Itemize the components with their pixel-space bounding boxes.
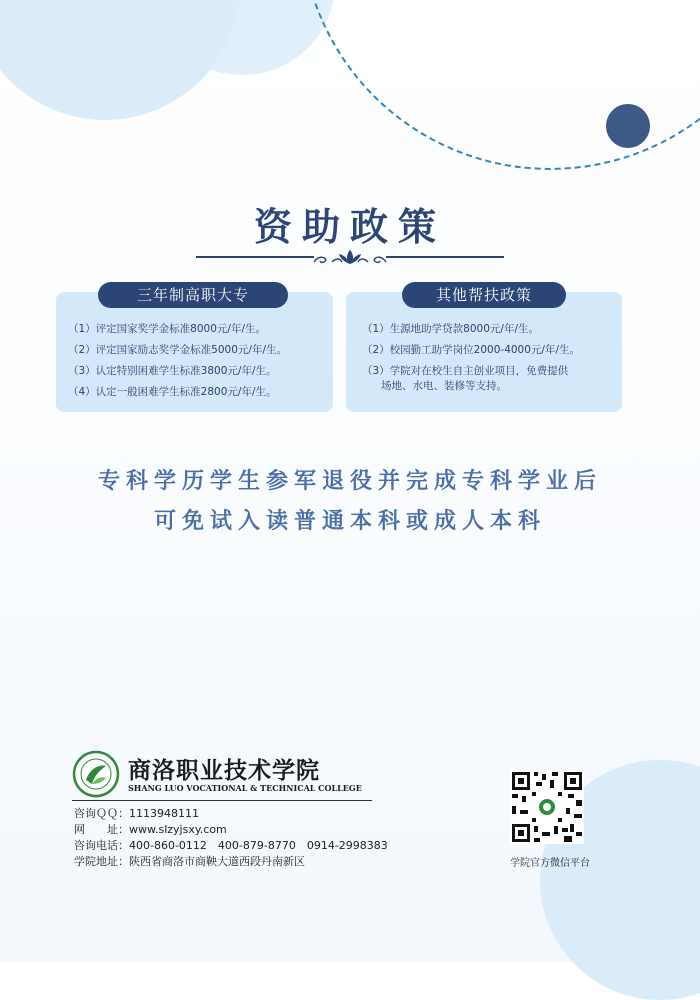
title-rule-left [196, 256, 314, 258]
list-item-continuation: 场地、水电、装修等支持。 [381, 380, 507, 392]
contact-website[interactable]: 网 址：www.slzyjsxy.com [74, 823, 227, 836]
wechat-qr-code-icon[interactable] [510, 770, 584, 844]
qr-caption: 学院官方微信平台 [510, 858, 590, 869]
list-item: （4）认定一般困难学生标准2800元/年/生。 [68, 386, 277, 398]
contact-phone: 咨询电话：400-860-0112 400-879-8770 0914-2998383 [74, 839, 388, 852]
decor-navy-dot [606, 104, 650, 148]
contact-divider [72, 800, 372, 801]
list-item-text: （2）校园勤工助学岗位2000-4000元/年/生。 [362, 344, 580, 356]
slogan-line-1: 专科学历学生参军退役并完成专科学业后 [97, 468, 602, 494]
list-item: （3）认定特别困难学生标准3800元/年/生。 [68, 365, 277, 377]
slogan-line-2: 可免试入读普通本科或成人本科 [153, 508, 546, 534]
contact-qq: 咨询ＱＱ：1113948111 [74, 807, 199, 820]
list-item-text: （1）生源地助学贷款8000元/年/生。 [362, 323, 539, 335]
panel-heading-left: 三年制高职大专 [98, 282, 288, 308]
contact-address: 学院地址：陕西省商洛市商鞅大道西段丹南新区 [74, 855, 305, 868]
title-rule-right [386, 256, 504, 258]
list-item [362, 322, 618, 337]
list-item [362, 343, 618, 358]
panel-heading-right: 其他帮扶政策 [402, 282, 566, 308]
college-name-cn: 商洛职业技术学院 [128, 758, 320, 784]
list-item: （2）评定国家励志奖学金标准5000元/年/生。 [68, 344, 287, 356]
list-item [362, 364, 618, 394]
list-item: （1）评定国家奖学金标准8000元/年/生。 [68, 323, 266, 335]
policy-list-right [362, 322, 618, 400]
lotus-ornament-icon [312, 248, 388, 268]
college-name-en: SHANG LUO VOCATIONAL & TECHNICAL COLLEGE [128, 783, 362, 793]
contact-block [74, 806, 394, 870]
college-logo-icon [72, 750, 120, 798]
list-item-text: （3）学院对在校生自主创业项目，免费提供 [362, 365, 569, 377]
policy-list-left [68, 322, 330, 406]
page-title: 资助政策 [253, 205, 446, 249]
